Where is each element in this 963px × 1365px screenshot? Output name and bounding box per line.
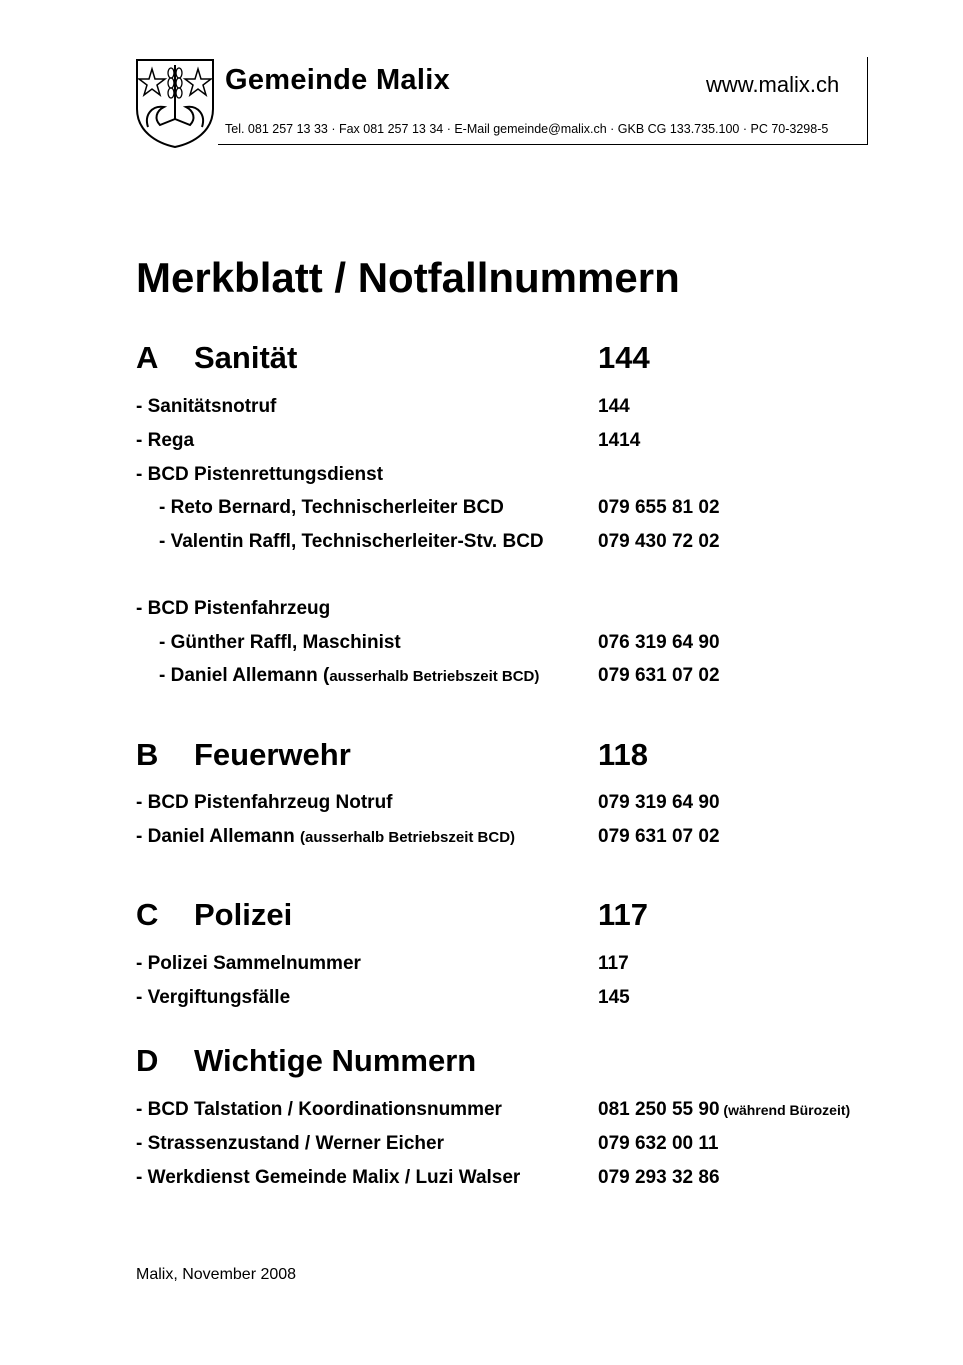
phone-number: 079 655 81 02 <box>598 497 720 518</box>
section-letter: B <box>136 737 159 772</box>
entry-label: - Günther Raffl, Maschinist <box>159 632 401 653</box>
section-letter: D <box>136 1043 159 1078</box>
org-name: Gemeinde Malix <box>225 64 450 96</box>
list-item <box>136 1133 444 1155</box>
phone-number: 079 293 32 86 <box>598 1167 720 1188</box>
entry-label: - Rega <box>136 430 195 451</box>
list-item <box>159 632 401 654</box>
section-number: 144 <box>598 340 650 375</box>
entry-label: - Werkdienst Gemeinde Malix / Luzi Walser <box>136 1167 521 1188</box>
entry-label: - BCD Talstation / Koordinationsnummer <box>136 1099 502 1120</box>
section-name: Polizei <box>194 897 293 932</box>
entry-label: - Valentin Raffl, Technischerleiter-Stv. BCD <box>159 531 544 552</box>
list-item <box>136 430 194 452</box>
footer-date: Malix, November 2008 <box>136 1266 297 1283</box>
entry-label: - Sanitätsnotruf <box>136 396 277 417</box>
section-number: 118 <box>598 737 649 772</box>
phone-number: 076 319 64 90 <box>598 632 720 653</box>
entry-note: ausserhalb Betriebszeit BCD) <box>329 668 540 685</box>
entry-label: - BCD Pistenrettungsdienst <box>136 464 384 485</box>
header-rule-vertical <box>867 57 868 145</box>
list-item <box>159 497 504 519</box>
phone-number: 079 631 07 02 <box>598 826 720 847</box>
section-name: Wichtige Nummern <box>194 1043 477 1078</box>
entry-label: - Polizei Sammelnummer <box>136 953 361 974</box>
page-title: Merkblatt / Notfallnummern <box>136 254 680 301</box>
header-rule <box>218 144 868 145</box>
phone-number: 079 430 72 02 <box>598 531 720 552</box>
entry-label: - Reto Bernard, Technischerleiter BCD <box>159 497 504 518</box>
list-item <box>136 1099 502 1121</box>
phone-note: (während Bürozeit) <box>719 1102 851 1118</box>
contact-line: Tel. 081 257 13 33 · Fax 081 257 13 34 · E-Mail gemeinde@malix.ch · GKB CG 133.735.100 · PC 70-3298-5 <box>225 122 829 136</box>
section-name: Feuerwehr <box>194 737 351 772</box>
list-item <box>136 1167 520 1189</box>
list-item <box>136 987 290 1009</box>
phone-number: 1414 <box>598 430 641 451</box>
phone-number <box>598 1099 850 1121</box>
list-item <box>136 464 383 486</box>
phone-number: 079 631 07 02 <box>598 665 720 686</box>
phone-number: 145 <box>598 987 630 1008</box>
section-letter: C <box>136 897 159 932</box>
entry-label: - Strassenzustand / Werner Eicher <box>136 1133 444 1154</box>
entry-label: - Daniel Allemann ( <box>159 665 330 686</box>
phone-number: 144 <box>598 396 630 417</box>
phone-value: 081 250 55 90 <box>598 1099 720 1120</box>
entry-label: - BCD Pistenfahrzeug <box>136 598 331 619</box>
list-item <box>136 792 393 814</box>
phone-number: 079 319 64 90 <box>598 792 720 813</box>
list-item <box>136 826 515 848</box>
list-item <box>136 396 276 418</box>
entry-label: - Daniel Allemann <box>136 826 300 847</box>
section-number: 117 <box>598 897 649 932</box>
entry-note: (ausserhalb Betriebszeit BCD) <box>300 829 516 846</box>
entry-label: - BCD Pistenfahrzeug Notruf <box>136 792 393 813</box>
coat-of-arms-icon <box>134 57 216 149</box>
entry-label: - Vergiftungsfälle <box>136 987 291 1008</box>
list-item <box>159 531 544 553</box>
list-item <box>136 598 330 620</box>
list-item <box>136 953 361 975</box>
section-letter: A <box>136 340 159 375</box>
website-link[interactable]: www.malix.ch <box>706 72 840 97</box>
list-item <box>159 665 539 687</box>
phone-number: 117 <box>598 953 629 974</box>
section-name: Sanität <box>194 340 298 375</box>
phone-number: 079 632 00 11 <box>598 1133 719 1154</box>
